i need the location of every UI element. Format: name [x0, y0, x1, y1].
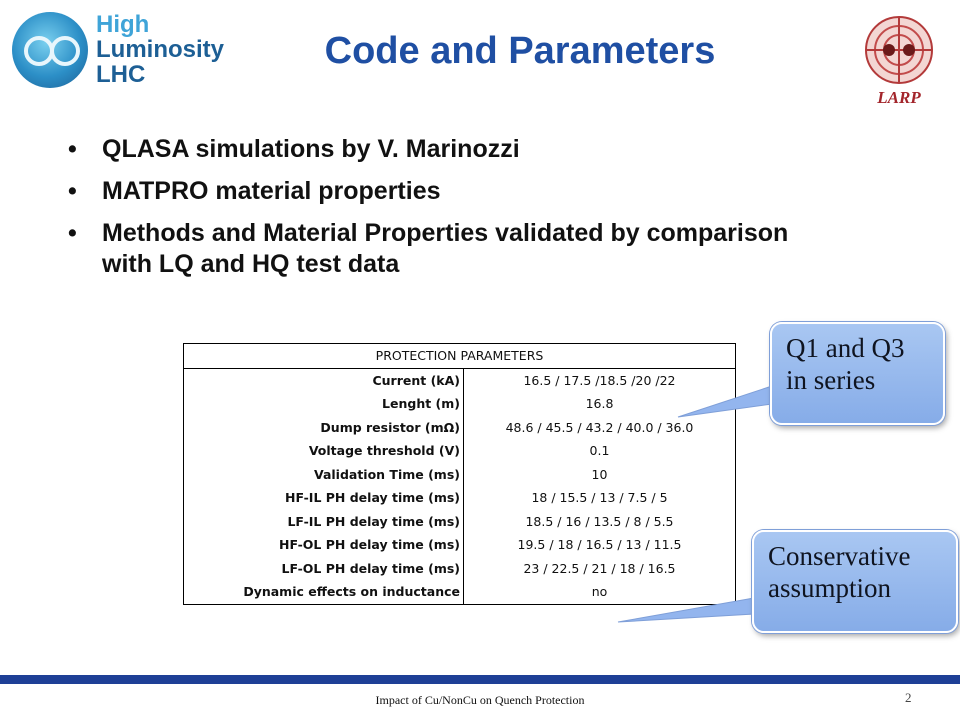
param-label: Validation Time (ms)	[184, 463, 464, 487]
protection-parameters-table	[183, 343, 736, 605]
bullet-item: • Methods and Material Properties validated by comparison with LQ and HQ test data	[68, 218, 808, 280]
param-label: Lenght (m)	[184, 392, 464, 416]
footer-text: Impact of Cu/NonCu on Quench Protection	[375, 693, 585, 707]
table-header: PROTECTION PARAMETERS	[184, 344, 736, 369]
param-value: 18.5 / 16 / 13.5 / 8 / 5.5	[464, 510, 736, 534]
page-number: 2	[905, 690, 912, 705]
bullet-list	[68, 134, 808, 291]
logo-line-high: High	[96, 11, 150, 38]
param-label: Voltage threshold (V)	[184, 439, 464, 463]
table-row	[184, 580, 736, 604]
param-value: 16.8	[464, 392, 736, 416]
larp-logo-label: LARP	[877, 88, 921, 107]
table-row	[184, 416, 736, 440]
table-row	[184, 557, 736, 581]
param-label: HF-IL PH delay time (ms)	[184, 486, 464, 510]
table-row	[184, 392, 736, 416]
table-row	[184, 439, 736, 463]
logo-line-luminosity: Luminosity	[96, 36, 225, 63]
param-label: LF-OL PH delay time (ms)	[184, 557, 464, 581]
callout-line: Q1 and Q3	[786, 333, 905, 363]
hl-lhc-logo	[10, 8, 225, 92]
slide-title: Code and Parameters	[324, 30, 716, 72]
table-row	[184, 533, 736, 557]
param-label: Dump resistor (mΩ)	[184, 416, 464, 440]
param-value: 10	[464, 463, 736, 487]
bullet-item: • QLASA simulations by V. Marinozzi	[68, 134, 808, 165]
param-label: Current (kA)	[184, 368, 464, 392]
callout-series	[770, 322, 945, 425]
larp-magnet-logo-icon	[856, 12, 942, 92]
param-value: 18 / 15.5 / 13 / 7.5 / 5	[464, 486, 736, 510]
param-value: 23 / 22.5 / 21 / 18 / 16.5	[464, 557, 736, 581]
table-row	[184, 486, 736, 510]
param-label: Dynamic effects on inductance	[184, 580, 464, 604]
callout-conservative	[752, 530, 958, 633]
bullet-item: • MATPRO material properties	[68, 176, 808, 207]
hl-lhc-logo-text	[96, 12, 224, 87]
param-value: 48.6 / 45.5 / 43.2 / 40.0 / 36.0	[464, 416, 736, 440]
footer-bar	[0, 675, 960, 684]
param-value: 16.5 / 17.5 /18.5 /20 /22	[464, 368, 736, 392]
table-row	[184, 368, 736, 392]
callout-line: assumption	[768, 573, 892, 603]
callout-line: Conservative	[768, 541, 911, 571]
larp-logo	[856, 12, 942, 112]
param-value: no	[464, 580, 736, 604]
logo-line-lhc: LHC	[96, 61, 146, 88]
table-row	[184, 463, 736, 487]
param-value: 0.1	[464, 439, 736, 463]
param-value: 19.5 / 18 / 16.5 / 13 / 11.5	[464, 533, 736, 557]
param-label: HF-OL PH delay time (ms)	[184, 533, 464, 557]
table-row	[184, 510, 736, 534]
param-label: LF-IL PH delay time (ms)	[184, 510, 464, 534]
callout-line: in series	[786, 365, 876, 395]
hl-lhc-logo-icon	[12, 12, 88, 88]
